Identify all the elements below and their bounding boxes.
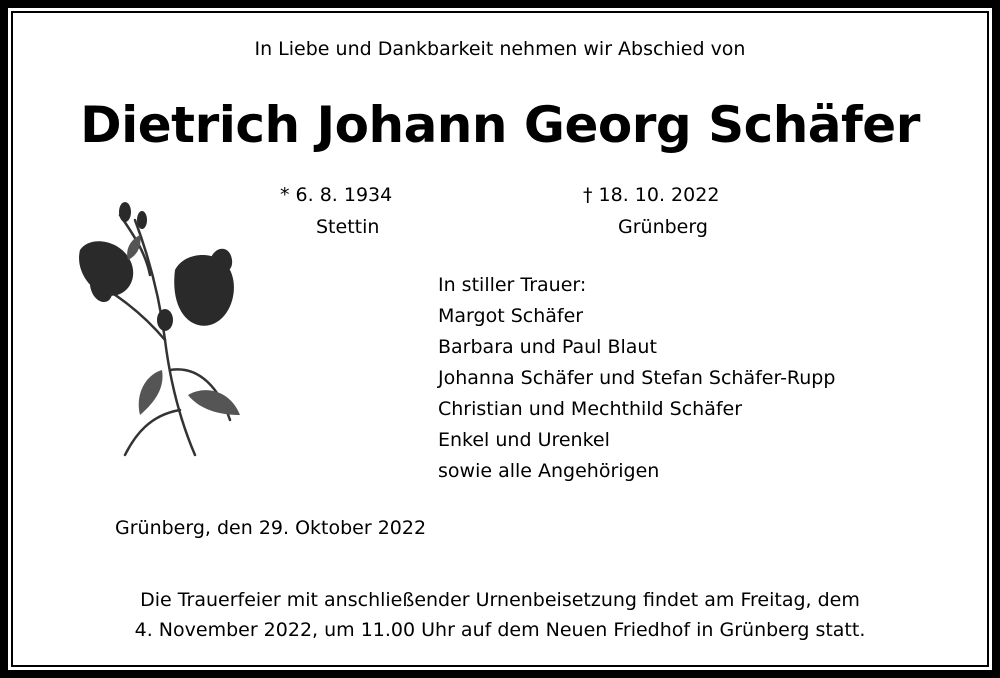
mourner-line: Johanna Schäfer und Stefan Schäfer-Rupp xyxy=(438,367,836,389)
funeral-line: 4. November 2022, um 11.00 Uhr auf dem Neuen Friedhof in Grünberg statt. xyxy=(134,619,866,641)
snapdragon-flower-icon xyxy=(70,190,280,470)
deceased-name: Dietrich Johann Georg Schäfer xyxy=(80,96,920,154)
death-place: Grünberg xyxy=(618,216,708,238)
funeral-line: Die Trauerfeier mit anschließender Urnenbeisetzung findet am Freitag, dem xyxy=(140,589,860,611)
mourner-line: Barbara und Paul Blaut xyxy=(438,336,657,358)
mourner-line: Enkel und Urenkel xyxy=(438,429,610,451)
intro-text: In Liebe und Dankbarkeit nehmen wir Abschied von xyxy=(254,38,746,60)
place-date: Grünberg, den 29. Oktober 2022 xyxy=(115,517,427,539)
funeral-info xyxy=(0,585,1000,645)
mourners-list xyxy=(438,270,835,487)
death-date: † 18. 10. 2022 xyxy=(583,184,720,206)
mourner-line: Margot Schäfer xyxy=(438,305,584,327)
mourner-line: In stiller Trauer: xyxy=(438,274,587,296)
birth-date: * 6. 8. 1934 xyxy=(280,184,393,206)
mourner-line: sowie alle Angehörigen xyxy=(438,460,660,482)
mourner-line: Christian und Mechthild Schäfer xyxy=(438,398,743,420)
birth-place: Stettin xyxy=(316,216,380,238)
